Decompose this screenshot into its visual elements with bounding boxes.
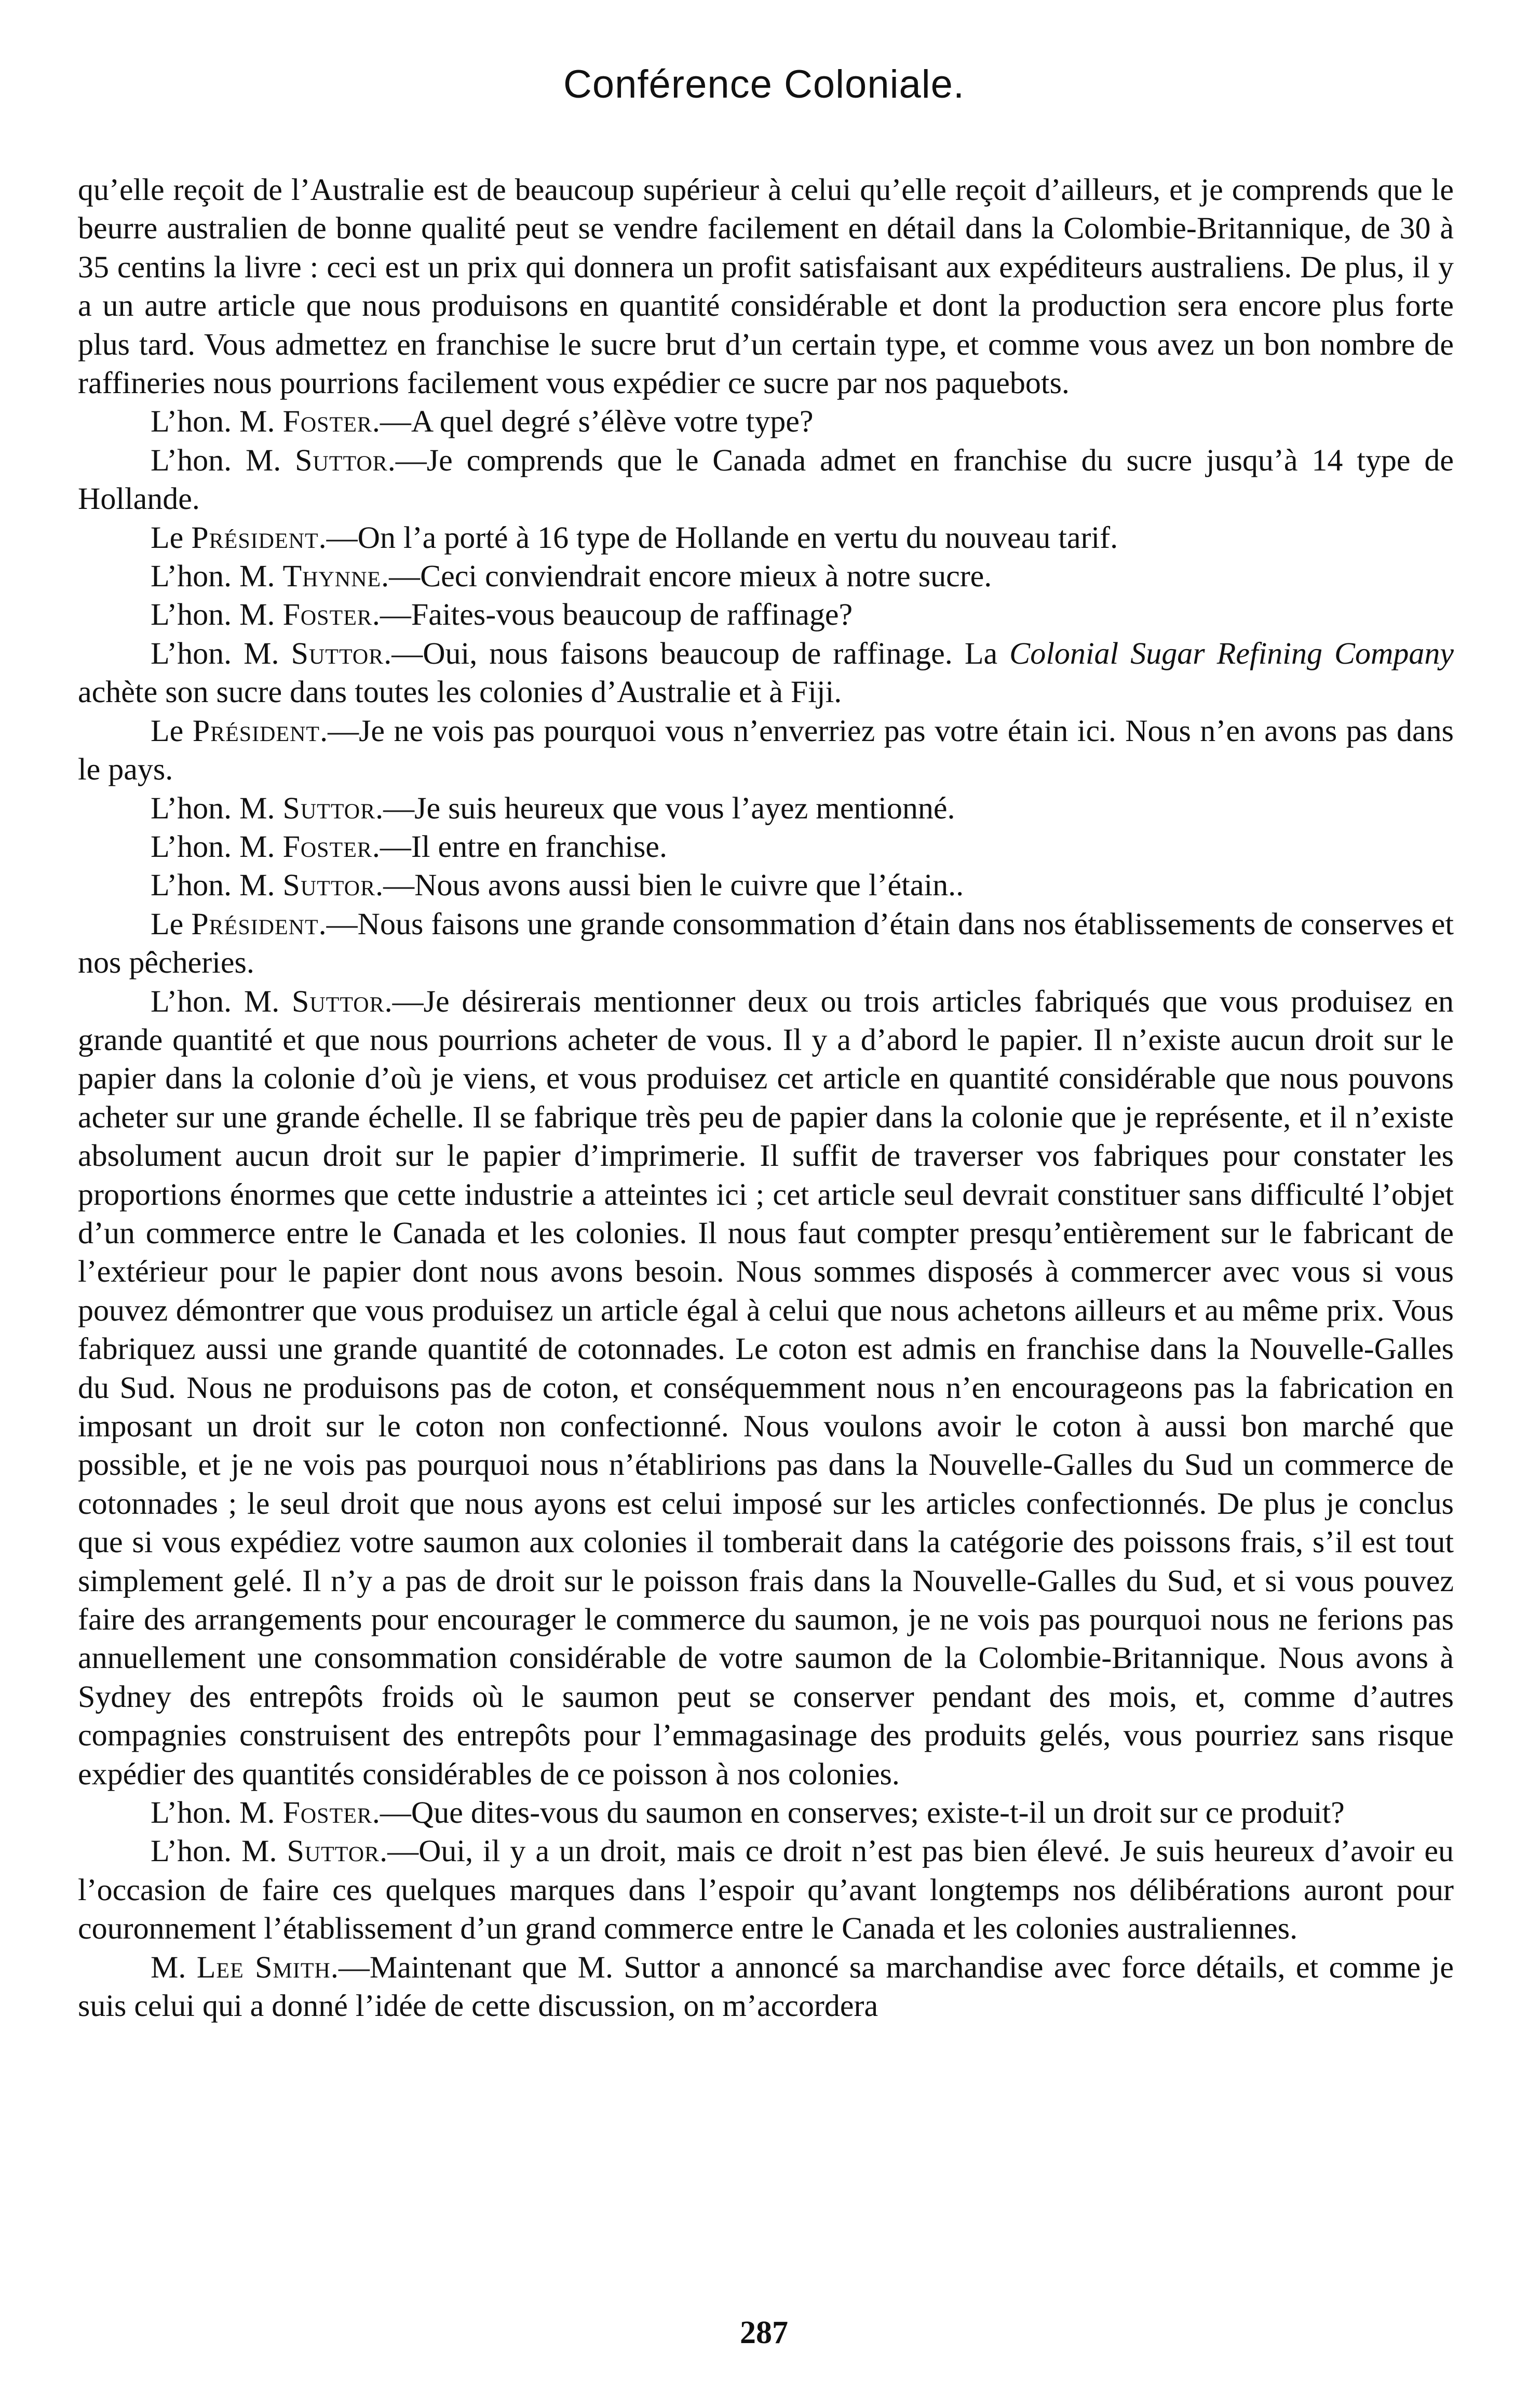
paragraph xyxy=(78,866,1454,904)
speaker-name: Suttor xyxy=(282,790,376,825)
paragraph-text: .—Il entre en franchise. xyxy=(372,829,667,864)
speaker-prefix: Le xyxy=(151,906,192,941)
body-text xyxy=(78,170,1454,2025)
speaker-name: Lee Smith xyxy=(196,1949,331,1984)
paragraph xyxy=(78,1948,1454,2025)
speaker-prefix: L’hon. M. xyxy=(151,442,295,477)
speaker-prefix: L’hon. M. xyxy=(151,404,283,439)
speaker-prefix: L’hon. M. xyxy=(151,984,292,1018)
speaker-name: Suttor xyxy=(295,442,388,477)
speaker-name: Foster xyxy=(282,1795,372,1830)
paragraph-text: .—A quel degré s’élève votre type? xyxy=(372,404,814,439)
paragraph xyxy=(78,1832,1454,1947)
paragraph xyxy=(78,905,1454,982)
speaker-name: Thynne xyxy=(282,559,382,594)
paragraph xyxy=(78,827,1454,866)
paragraph xyxy=(78,789,1454,827)
paragraph-text: .—Oui, il y a un droit, mais ce droit n’est pas bien élevé. Je suis heureux d’avoir eu l’occasion de faire ces quelques marques dans l’espoir qu’avant longtemps nos délibérations auront pour couronnement l’établissement d’un grand commerce entre le Canada et les colonies australiennes. xyxy=(78,1834,1454,1946)
speaker-name: Foster xyxy=(282,404,372,439)
paragraph-text: .—Nous avons aussi bien le cuivre que l’étain.. xyxy=(375,868,964,903)
speaker-prefix: L’hon. M. xyxy=(151,1795,283,1830)
paragraph-text: .—Maintenant que M. Suttor a annoncé sa marchandise avec force détails, et comme je suis celui qui a donné l’idée de cette discussion, on m’accordera xyxy=(78,1949,1454,2023)
page-number: 287 xyxy=(740,2315,788,2350)
speaker-prefix: Le xyxy=(151,713,193,748)
paragraph-text: .—Je désirerais mentionner deux ou trois articles fabriqués que vous produisez en grande quantité et que nous pourrions acheter de vous. Il y a d’abord le papier. Il n’existe aucun droit sur le papier dans la colonie d’où je viens, et vous produisez cet article en quantité considérable que nous pouvons acheter sur une grande échelle. Il se fabrique très peu de papier dans la colonie que je représente, et il n’existe absolument aucun droit sur le papier d’imprimerie. Il suffit de traverser vos fabriques pour constater les proportions énormes que cette industrie a atteintes ici ; cet article seul devrait constituer sans difficulté l’objet d’un commerce entre le Canada et les colonies. Il nous faut compter presqu’entièrement sur le fabricant de l’extérieur pour le papier dont nous avons besoin. Nous sommes disposés à commercer avec vous si vous pouvez démontrer que vous produisez un article égal à celui que nous achetons ailleurs et au même prix. Vous fabriquez aussi une grande quantité de cotonnades. Le coton est admis en franchise dans la Nouvelle-Galles du Sud. Nous ne produisons pas de coton, et conséquemment nous n’en encourageons pas la fabrication en imposant un droit sur le coton non confectionné. Nous voulons avoir le coton à aussi bon marché que possible, et je ne vois pas pourquoi nous n’établirions pas dans la Nouvelle-Galles du Sud un commerce de cotonnades ; le seul droit que nous ayons est celui imposé sur les articles confectionnés. De plus je conclus que si vous expédiez votre saumon aux colonies il tomberait dans la catégorie des poissons frais, s’il est tout simplement gelé. Il n’y a pas de droit sur le poisson frais dans la Nouvelle-Galles du Sud, et si vous pouvez faire des arrangements pour encourager le commerce du saumon, je ne vois pas pourquoi nous ne ferions pas annuellement une consommation considérable de votre saumon de la Colombie-Britannique. Nous avons à Sydney des entrepôts froids où le saumon peut se conserver pendant des mois, et, comme d’autres compagnies construisent des entrepôts pour l’emmagasinage des produits gelés, vous pourriez sans risque expédier des quantités considérables de ce poisson à nos colonies. xyxy=(78,984,1454,1791)
speaker-prefix: L’hon. M. xyxy=(151,829,283,864)
paragraph-text: .—On l’a porté à 16 type de Hollande en vertu du nouveau tarif. xyxy=(318,520,1118,555)
speaker-prefix: L’hon. M. xyxy=(151,636,291,670)
paragraph-text: .—Oui, nous faisons beaucoup de raffinage. La xyxy=(384,636,1010,670)
paragraph-text-continued: achète son sucre dans toutes les colonies d’Australie et à Fiji. xyxy=(78,675,842,709)
speaker-prefix: L’hon. M. xyxy=(151,597,283,632)
speaker-prefix: L’hon. M. xyxy=(151,868,283,903)
speaker-name: Suttor xyxy=(292,984,385,1018)
paragraph xyxy=(78,518,1454,557)
paragraph xyxy=(78,711,1454,789)
speaker-name: Foster xyxy=(282,829,372,864)
paragraph xyxy=(78,170,1454,402)
speaker-name: Suttor xyxy=(287,1834,380,1868)
paragraph xyxy=(78,441,1454,518)
paragraph-text: .—Nous faisons une grande consommation d’étain dans nos établissements de conserves et nos pêcheries. xyxy=(78,906,1454,980)
paragraph-text: .—Je ne vois pas pourquoi vous n’enverriez pas votre étain ici. Nous n’en avons pas dans le pays. xyxy=(78,713,1454,787)
speaker-name: Président xyxy=(192,713,320,748)
paragraph xyxy=(78,402,1454,440)
page-header: Conférence Coloniale. xyxy=(563,62,965,106)
paragraph-text: qu’elle reçoit de l’Australie est de beaucoup supérieur à celui qu’elle reçoit d’ailleurs, et je comprends que le beurre australien de bonne qualité peut se vendre facilement en détail dans la Colombie-Britannique, de 30 à 35 centins la livre : ceci est un prix qui donnera un profit satisfaisant aux expéditeurs australiens. De plus, il y a un autre article que nous produisons en quantité considérable et dont la production sera encore plus forte plus tard. Vous admettez en franchise le sucre brut d’un certain type, et comme vous avez un bon nombre de raffineries nous pourrions facilement vous expédier ce sucre par nos paquebots. xyxy=(78,172,1454,400)
paragraph-text: .—Ceci conviendrait encore mieux à notre sucre. xyxy=(381,559,992,594)
speaker-name: Suttor xyxy=(282,868,376,903)
speaker-name: Président xyxy=(191,520,319,555)
paragraph-text: .—Je comprends que le Canada admet en franchise du sucre jusqu’à 14 type de Hollande. xyxy=(78,442,1454,516)
speaker-prefix: L’hon. M. xyxy=(151,1834,287,1868)
paragraph-text: .—Faites-vous beaucoup de raffinage? xyxy=(372,597,853,632)
company-name: Colonial Sugar Refining Company xyxy=(1009,636,1454,670)
speaker-prefix: Le xyxy=(151,520,192,555)
paragraph xyxy=(78,982,1454,1794)
paragraph xyxy=(78,634,1454,711)
paragraph-text: .—Que dites-vous du saumon en conserves; existe-t-il un droit sur ce produit? xyxy=(372,1795,1345,1830)
speaker-name: Président xyxy=(191,906,319,941)
speaker-name: Foster xyxy=(282,597,372,632)
speaker-prefix: L’hon. M. xyxy=(151,790,283,825)
paragraph xyxy=(78,557,1454,595)
speaker-prefix: M. xyxy=(151,1949,197,1984)
paragraph-text: .—Je suis heureux que vous l’ayez mentionné. xyxy=(375,790,955,825)
speaker-prefix: L’hon. M. xyxy=(151,559,283,594)
paragraph xyxy=(78,595,1454,634)
paragraph xyxy=(78,1793,1454,1832)
speaker-name: Suttor xyxy=(291,636,384,670)
